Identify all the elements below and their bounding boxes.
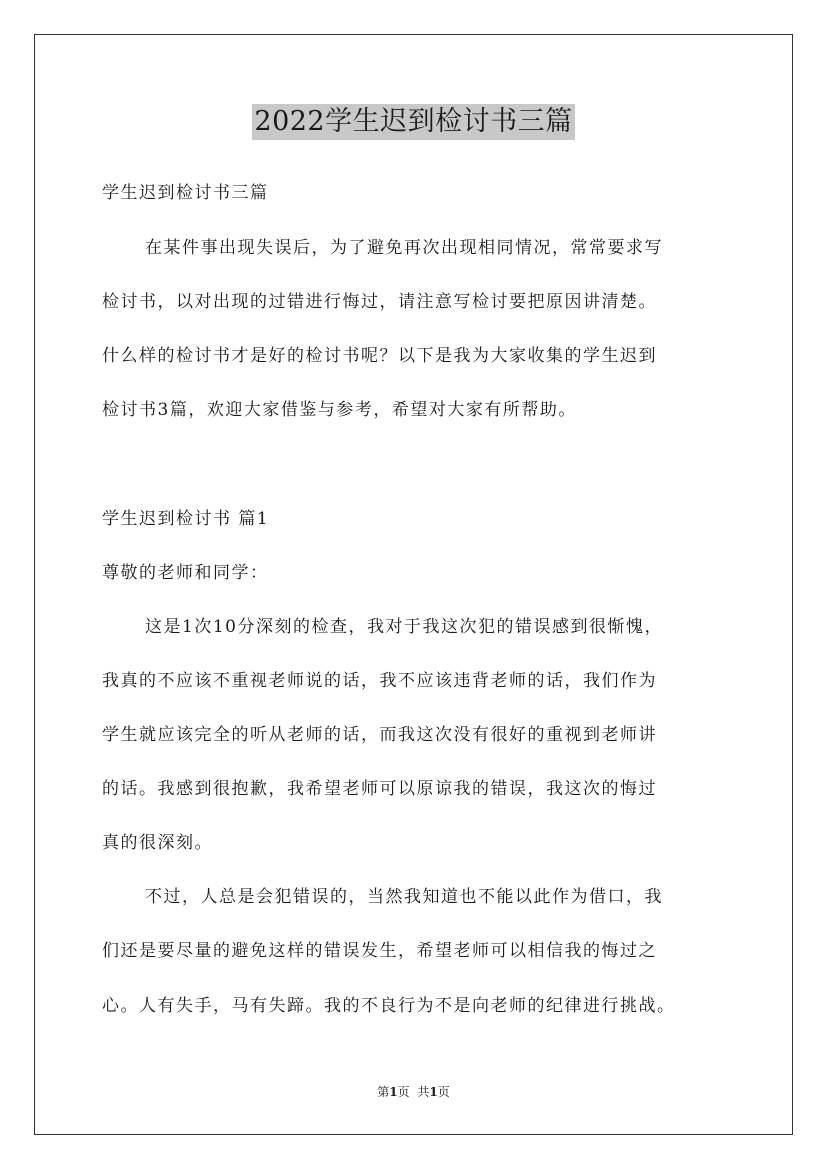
body-line-2: 我真的不应该不重视老师说的话，我不应该违背老师的话，我们作为 bbox=[102, 671, 657, 691]
intro-line-3: 什么样的检讨书才是好的检讨书呢？以下是我为大家收集的学生迟到 bbox=[102, 346, 657, 366]
page-footer bbox=[0, 1084, 827, 1100]
footer-total-prefix: 共 bbox=[417, 1085, 430, 1099]
title-container bbox=[0, 104, 827, 140]
doc-subtitle: 学生迟到检讨书三篇 bbox=[102, 183, 269, 203]
intro-line-4: 检讨书3篇，欢迎大家借鉴与参考，希望对大家有所帮助。 bbox=[102, 400, 577, 420]
body-line-4: 的话。我感到很抱歉，我希望老师可以原谅我的错误，我这次的悔过 bbox=[102, 779, 657, 799]
footer-page-total: 1 bbox=[429, 1085, 438, 1099]
intro-line-1: 在某件事出现失误后，为了避免再次出现相同情况，常常要求写 bbox=[145, 238, 663, 258]
body-line-1: 这是1次10分深刻的检查，我对于我这次犯的错误感到很惭愧， bbox=[145, 617, 663, 637]
footer-page-prefix: 第 bbox=[377, 1085, 390, 1099]
body-line-6: 不过，人总是会犯错误的，当然我知道也不能以此作为借口，我 bbox=[145, 887, 663, 907]
body-line-8: 心。人有失手，马有失蹄。我的不良行为不是向老师的纪律进行挑战。 bbox=[102, 996, 676, 1016]
body-line-5: 真的很深刻。 bbox=[102, 833, 213, 853]
body-line-7: 们还是要尽量的避免这样的错误发生，希望老师可以相信我的悔过之 bbox=[102, 941, 657, 961]
footer-page-current: 1 bbox=[389, 1085, 398, 1099]
salutation: 尊敬的老师和同学： bbox=[102, 563, 269, 583]
intro-line-2: 检讨书，以对出现的过错进行悔过，请注意写检讨要把原因讲清楚。 bbox=[102, 292, 657, 312]
footer-page-suffix: 页 bbox=[397, 1085, 410, 1099]
body-line-3: 学生就应该完全的听从老师的话，而我这次没有很好的重视到老师讲 bbox=[102, 725, 657, 745]
section-heading: 学生迟到检讨书 篇1 bbox=[102, 509, 270, 529]
document-title: 2022学生迟到检讨书三篇 bbox=[252, 104, 574, 140]
footer-total-suffix: 页 bbox=[437, 1085, 450, 1099]
